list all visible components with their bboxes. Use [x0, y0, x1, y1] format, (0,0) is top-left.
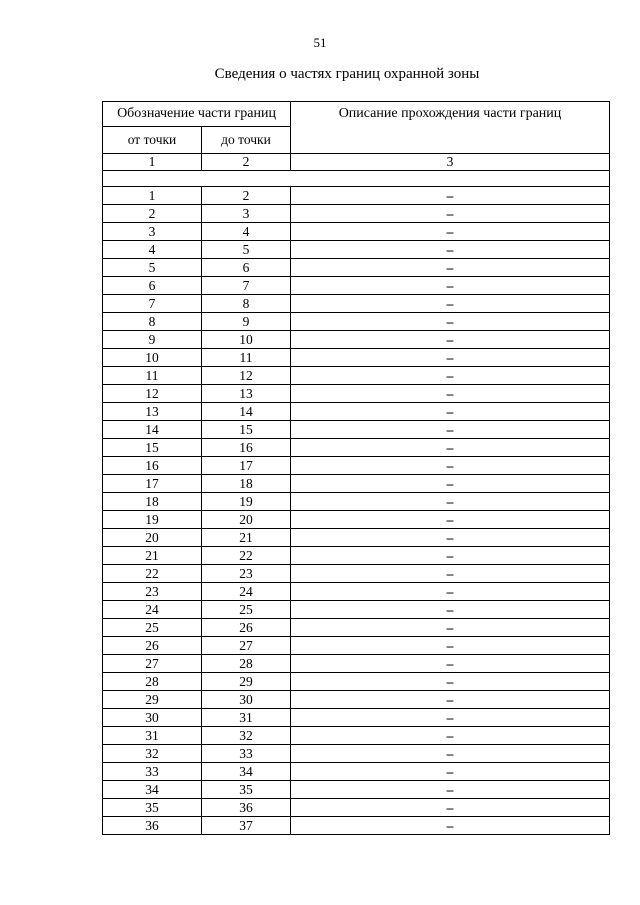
cell-from-point: 35 — [103, 799, 202, 817]
cell-description: – — [291, 673, 610, 691]
cell-from-point: 23 — [103, 583, 202, 601]
cell-to-point: 5 — [202, 241, 291, 259]
cell-from-point: 2 — [103, 205, 202, 223]
cell-description: – — [291, 475, 610, 493]
header-boundary-description: Описание прохождения части границ — [291, 102, 610, 154]
cell-from-point: 9 — [103, 331, 202, 349]
table-row — [103, 511, 610, 529]
cell-description: – — [291, 691, 610, 709]
cell-from-point: 5 — [103, 259, 202, 277]
cell-from-point: 8 — [103, 313, 202, 331]
cell-description: – — [291, 781, 610, 799]
cell-description: – — [291, 223, 610, 241]
cell-to-point: 25 — [202, 601, 291, 619]
cell-from-point: 18 — [103, 493, 202, 511]
table-spacer-row — [103, 171, 610, 187]
cell-to-point: 28 — [202, 655, 291, 673]
cell-to-point: 29 — [202, 673, 291, 691]
page-number: 51 — [313, 35, 327, 50]
cell-to-point: 22 — [202, 547, 291, 565]
cell-from-point: 19 — [103, 511, 202, 529]
column-number-3: 3 — [291, 154, 610, 171]
cell-from-point: 25 — [103, 619, 202, 637]
cell-from-point: 11 — [103, 367, 202, 385]
table-row — [103, 583, 610, 601]
cell-description: – — [291, 259, 610, 277]
cell-from-point: 17 — [103, 475, 202, 493]
cell-to-point: 32 — [202, 727, 291, 745]
cell-from-point: 12 — [103, 385, 202, 403]
cell-to-point: 4 — [202, 223, 291, 241]
cell-from-point: 34 — [103, 781, 202, 799]
table-row — [103, 637, 610, 655]
table-row — [103, 745, 610, 763]
cell-description: – — [291, 619, 610, 637]
cell-description: – — [291, 529, 610, 547]
cell-description: – — [291, 367, 610, 385]
document-title: Сведения о частях границ охранной зоны — [214, 66, 480, 82]
cell-to-point: 20 — [202, 511, 291, 529]
cell-description: – — [291, 655, 610, 673]
table-row — [103, 817, 610, 835]
column-number-1: 1 — [103, 154, 202, 171]
cell-from-point: 26 — [103, 637, 202, 655]
cell-to-point: 17 — [202, 457, 291, 475]
table-row — [103, 619, 610, 637]
cell-description: – — [291, 313, 610, 331]
header-to-point: до точки — [202, 127, 291, 154]
table-row — [103, 439, 610, 457]
cell-to-point: 11 — [202, 349, 291, 367]
cell-description: – — [291, 439, 610, 457]
table-row — [103, 709, 610, 727]
table-row — [103, 655, 610, 673]
cell-description: – — [291, 187, 610, 205]
cell-from-point: 3 — [103, 223, 202, 241]
cell-to-point: 27 — [202, 637, 291, 655]
cell-description: – — [291, 547, 610, 565]
table-row — [103, 493, 610, 511]
cell-to-point: 26 — [202, 619, 291, 637]
cell-from-point: 16 — [103, 457, 202, 475]
spacer-cell — [103, 171, 610, 187]
cell-from-point: 13 — [103, 403, 202, 421]
cell-from-point: 21 — [103, 547, 202, 565]
cell-to-point: 8 — [202, 295, 291, 313]
table-row — [103, 565, 610, 583]
table-row — [103, 313, 610, 331]
table-row — [103, 601, 610, 619]
cell-description: – — [291, 763, 610, 781]
cell-description: – — [291, 457, 610, 475]
cell-to-point: 13 — [202, 385, 291, 403]
cell-to-point: 14 — [202, 403, 291, 421]
cell-description: – — [291, 349, 610, 367]
cell-description: – — [291, 385, 610, 403]
cell-from-point: 4 — [103, 241, 202, 259]
cell-description: – — [291, 565, 610, 583]
cell-to-point: 6 — [202, 259, 291, 277]
cell-from-point: 7 — [103, 295, 202, 313]
cell-from-point: 6 — [103, 277, 202, 295]
cell-to-point: 7 — [202, 277, 291, 295]
table-row — [103, 349, 610, 367]
cell-from-point: 20 — [103, 529, 202, 547]
cell-to-point: 23 — [202, 565, 291, 583]
cell-description: – — [291, 745, 610, 763]
table-row — [103, 763, 610, 781]
cell-from-point: 30 — [103, 709, 202, 727]
table-row — [103, 385, 610, 403]
table-row — [103, 295, 610, 313]
cell-to-point: 9 — [202, 313, 291, 331]
cell-to-point: 10 — [202, 331, 291, 349]
cell-to-point: 3 — [202, 205, 291, 223]
table-row — [103, 781, 610, 799]
cell-to-point: 33 — [202, 745, 291, 763]
cell-description: – — [291, 637, 610, 655]
table-row — [103, 205, 610, 223]
cell-description: – — [291, 421, 610, 439]
cell-to-point: 31 — [202, 709, 291, 727]
cell-from-point: 22 — [103, 565, 202, 583]
cell-from-point: 15 — [103, 439, 202, 457]
cell-from-point: 29 — [103, 691, 202, 709]
cell-from-point: 14 — [103, 421, 202, 439]
cell-description: – — [291, 583, 610, 601]
boundary-parts-table — [102, 101, 610, 835]
cell-from-point: 27 — [103, 655, 202, 673]
cell-description: – — [291, 493, 610, 511]
cell-to-point: 12 — [202, 367, 291, 385]
cell-to-point: 36 — [202, 799, 291, 817]
cell-from-point: 1 — [103, 187, 202, 205]
table-row — [103, 367, 610, 385]
table-row — [103, 691, 610, 709]
table-row — [103, 331, 610, 349]
header-from-point: от точки — [103, 127, 202, 154]
cell-to-point: 24 — [202, 583, 291, 601]
cell-from-point: 31 — [103, 727, 202, 745]
table-row — [103, 529, 610, 547]
table-row — [103, 421, 610, 439]
table-row — [103, 277, 610, 295]
table-row — [103, 223, 610, 241]
cell-to-point: 30 — [202, 691, 291, 709]
cell-from-point: 32 — [103, 745, 202, 763]
cell-description: – — [291, 799, 610, 817]
cell-description: – — [291, 403, 610, 421]
cell-description: – — [291, 511, 610, 529]
table-row — [103, 673, 610, 691]
cell-to-point: 34 — [202, 763, 291, 781]
cell-from-point: 28 — [103, 673, 202, 691]
column-number-row — [103, 154, 610, 171]
cell-description: – — [291, 295, 610, 313]
table-row — [103, 241, 610, 259]
cell-to-point: 2 — [202, 187, 291, 205]
table-row — [103, 403, 610, 421]
cell-from-point: 36 — [103, 817, 202, 835]
table-row — [103, 187, 610, 205]
cell-to-point: 19 — [202, 493, 291, 511]
cell-from-point: 24 — [103, 601, 202, 619]
table-row — [103, 475, 610, 493]
cell-description: – — [291, 601, 610, 619]
cell-to-point: 21 — [202, 529, 291, 547]
cell-description: – — [291, 205, 610, 223]
cell-description: – — [291, 709, 610, 727]
cell-description: – — [291, 241, 610, 259]
cell-to-point: 16 — [202, 439, 291, 457]
cell-description: – — [291, 331, 610, 349]
table-row — [103, 457, 610, 475]
table-row — [103, 799, 610, 817]
cell-to-point: 18 — [202, 475, 291, 493]
cell-from-point: 33 — [103, 763, 202, 781]
cell-to-point: 15 — [202, 421, 291, 439]
table-row — [103, 727, 610, 745]
cell-from-point: 10 — [103, 349, 202, 367]
column-number-2: 2 — [202, 154, 291, 171]
cell-description: – — [291, 727, 610, 745]
cell-description: – — [291, 817, 610, 835]
cell-to-point: 37 — [202, 817, 291, 835]
header-boundary-part-designation: Обозначение части границ — [103, 102, 291, 127]
table-row — [103, 547, 610, 565]
cell-to-point: 35 — [202, 781, 291, 799]
table-header-row — [103, 102, 610, 127]
table-row — [103, 259, 610, 277]
cell-description: – — [291, 277, 610, 295]
